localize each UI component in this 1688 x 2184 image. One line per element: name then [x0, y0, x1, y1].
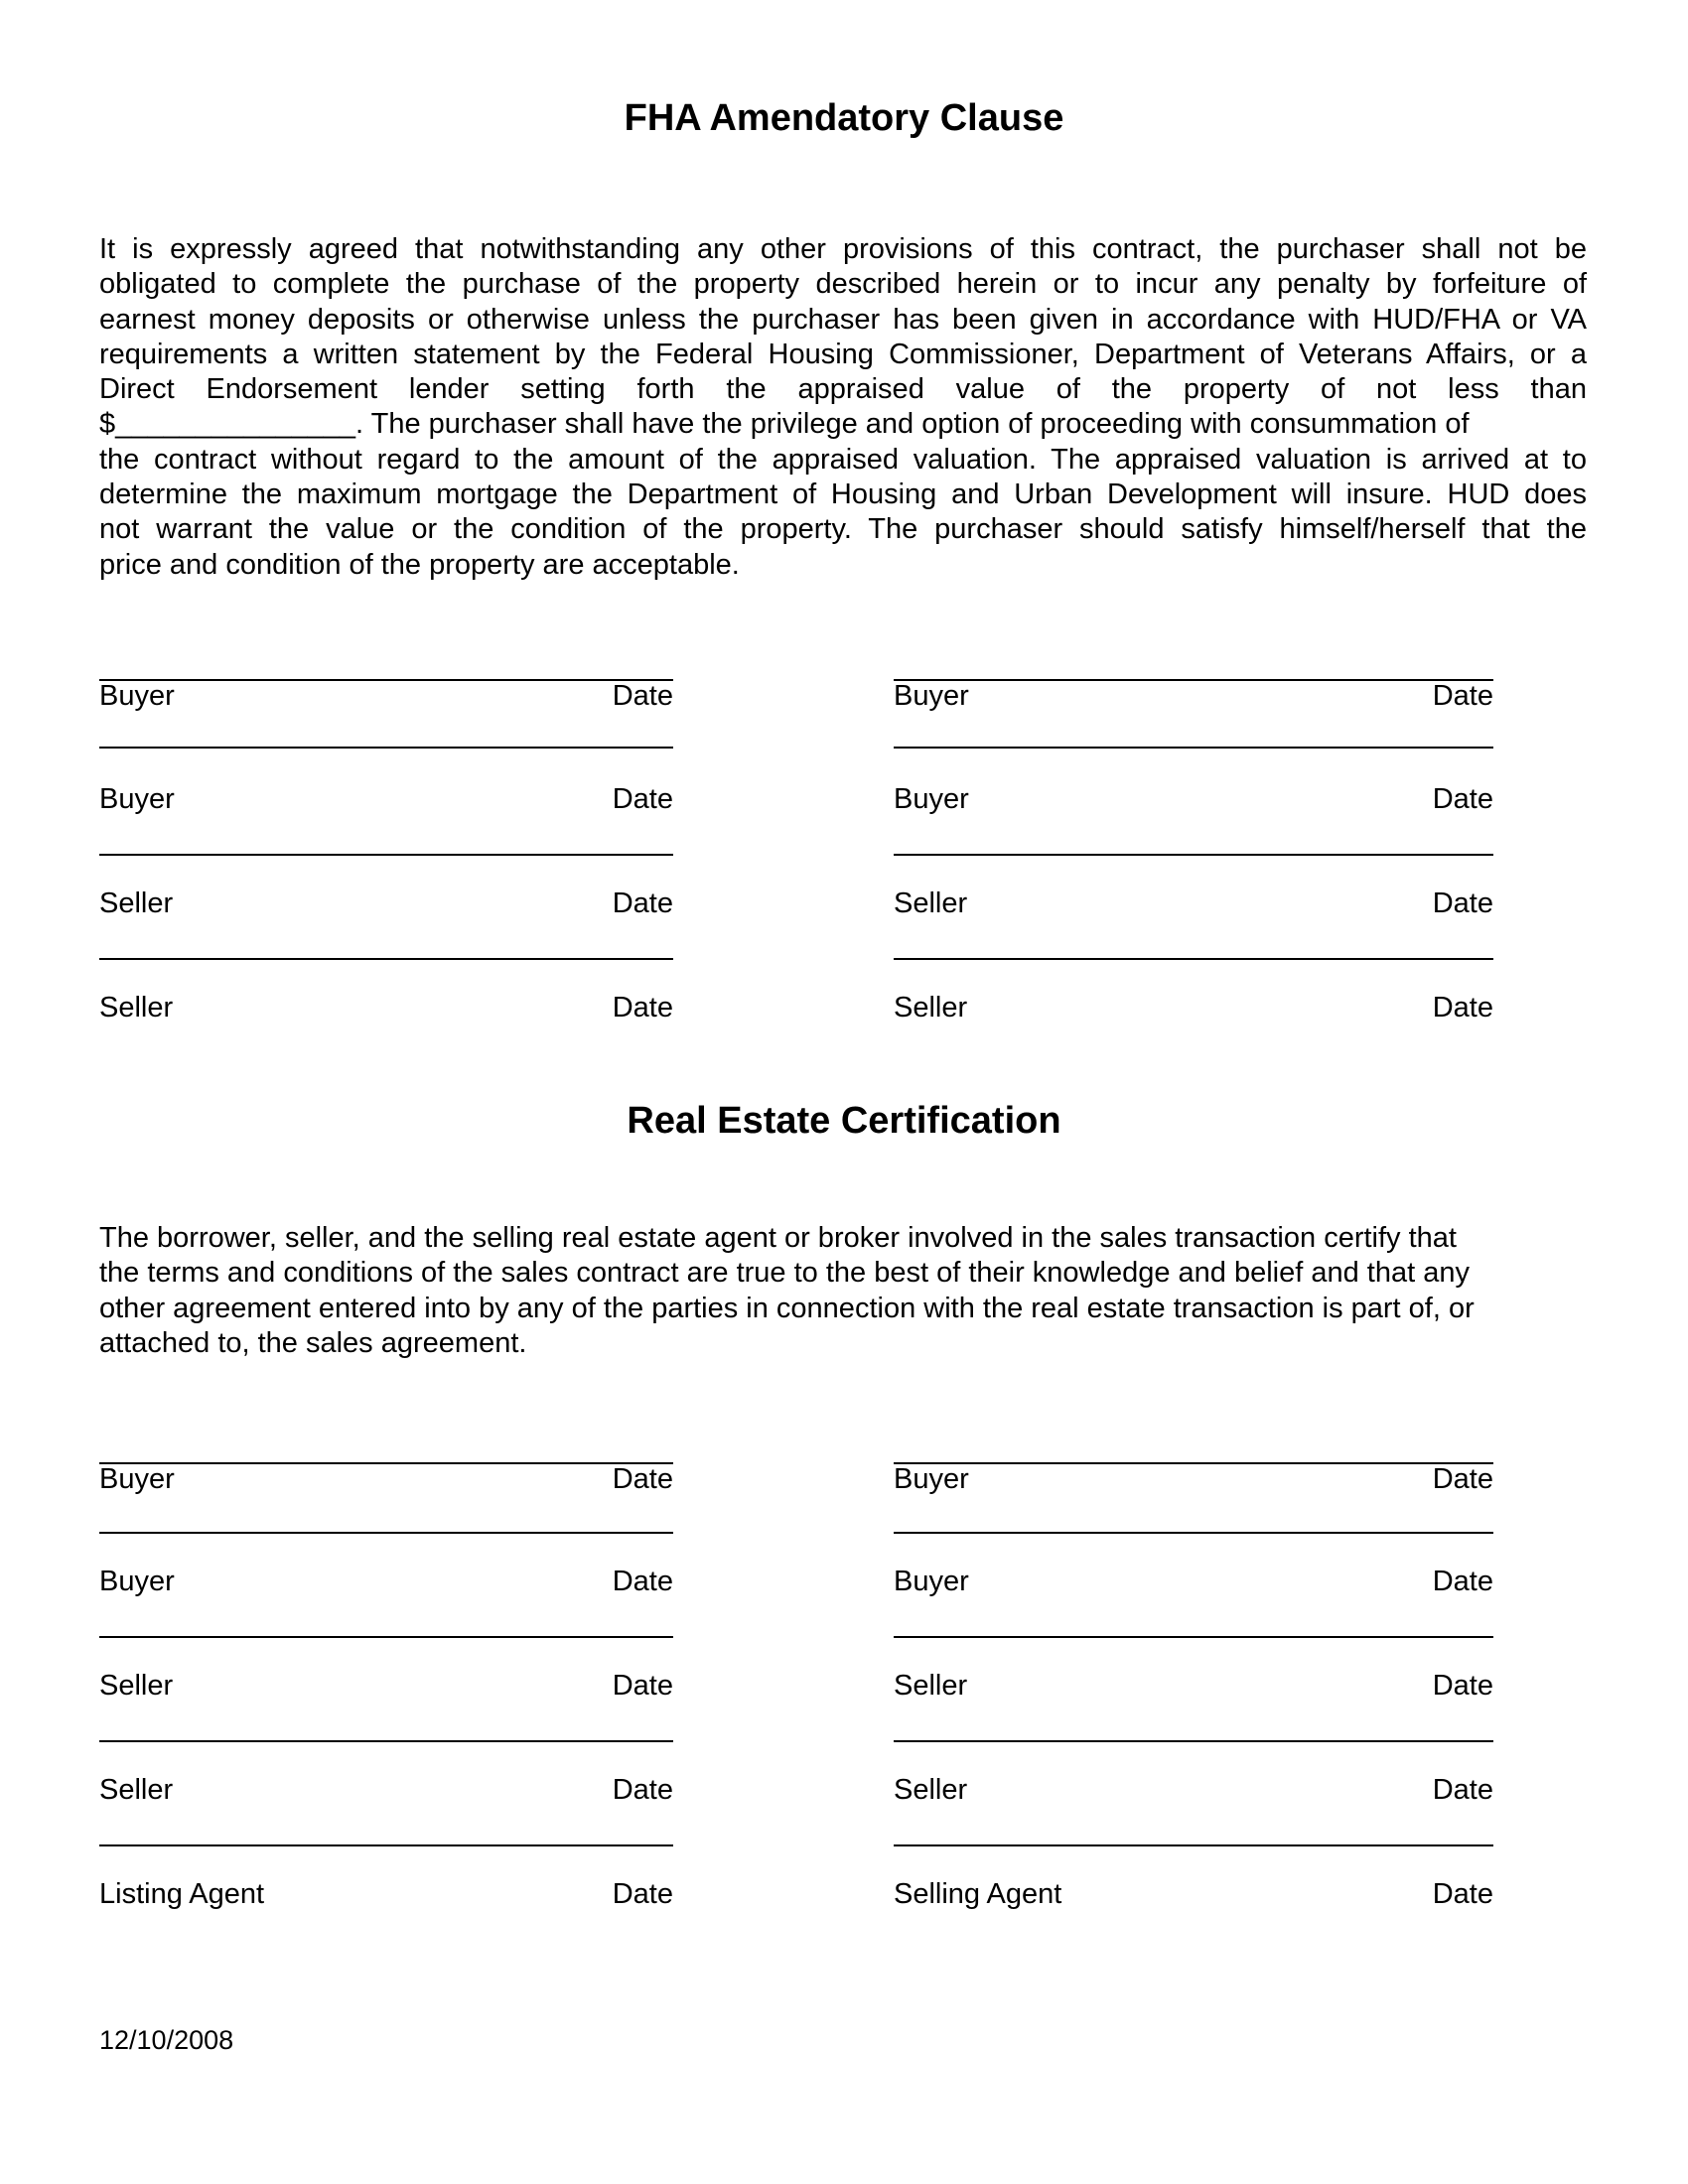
selling-agent-label: Selling Agent — [894, 1878, 1062, 1910]
signature-date-label: Date — [612, 1566, 673, 1597]
signature-date-label: Date — [612, 1670, 673, 1702]
signature-role-label: Buyer — [99, 1566, 175, 1597]
signature-date-label: Date — [612, 887, 673, 919]
paragraph-line: Direct Endorsement lender setting forth the appraised value of the property of not less than — [99, 373, 1587, 406]
fha-clause-paragraph — [99, 232, 1587, 583]
signature-line[interactable] — [894, 854, 1493, 919]
certification-paragraph — [99, 1221, 1587, 1361]
paragraph-line: It is expressly agreed that notwithstanding any other provisions of this contract, the purchaser shall not be — [99, 233, 1587, 265]
signature-line[interactable] — [894, 1636, 1493, 1702]
paragraph-line: other agreement entered into by any of the parties in connection with the real estate transaction is part of, or — [99, 1292, 1475, 1324]
signature-role-label: Seller — [99, 887, 174, 919]
signature-line[interactable] — [99, 958, 673, 1024]
signature-date-label: Date — [1432, 1566, 1493, 1597]
signature-role-label: Buyer — [99, 680, 175, 712]
signature-line[interactable] — [894, 784, 1493, 814]
signature-line[interactable] — [99, 1636, 673, 1702]
paragraph-line: determine the maximum mortgage the Department of Housing and Urban Development will insure. HUD does — [99, 478, 1587, 511]
paragraph-line: attached to, the sales agreement. — [99, 1326, 527, 1359]
paragraph-line: obligated to complete the purchase of the property described herein or to incur any penalty by forfeiture of — [99, 268, 1587, 301]
signature-line[interactable] — [99, 1740, 673, 1806]
signature-line[interactable] — [894, 749, 1493, 778]
appraised-value-blank-line: $_______________. The purchaser shall have the privilege and option of proceeding with consummation of — [99, 408, 1470, 441]
signature-role-label: Buyer — [894, 1566, 969, 1597]
signature-date-label: Date — [1432, 1670, 1493, 1702]
signature-date-label: Date — [1432, 992, 1493, 1024]
signature-date-label: Date — [1432, 1774, 1493, 1806]
signature-date-label: Date — [612, 680, 673, 712]
signature-role-label: Seller — [894, 992, 968, 1024]
signature-line[interactable] — [894, 1532, 1493, 1597]
signature-date-label: Date — [1432, 887, 1493, 919]
signature-date-label: Date — [1432, 783, 1493, 815]
paragraph-line: price and condition of the property are acceptable. — [99, 548, 740, 581]
paragraph-line: not warrant the value or the condition of the property. The purchaser should satisfy himself/herself that the — [99, 513, 1587, 546]
signature-date-label: Date — [1432, 680, 1493, 712]
signature-role-label: Seller — [99, 1670, 174, 1702]
signature-role-label: Seller — [894, 887, 968, 919]
paragraph-line: the contract without regard to the amount of the appraised valuation. The appraised valuation is arrived at to — [99, 443, 1587, 476]
signature-role-label: Seller — [99, 1774, 174, 1806]
signature-date-label: Date — [612, 992, 673, 1024]
signature-role-label: Seller — [99, 992, 174, 1024]
signature-role-label: Buyer — [894, 783, 969, 815]
signature-role-label: Seller — [894, 1774, 968, 1806]
signature-date-label: Date — [1432, 1878, 1493, 1910]
footer-date: 12/10/2008 — [99, 2025, 234, 2055]
signature-line[interactable] — [99, 1462, 673, 1494]
signature-role-label: Buyer — [894, 1463, 969, 1495]
signature-date-label: Date — [612, 1463, 673, 1495]
signature-line[interactable] — [99, 679, 673, 711]
signature-line[interactable] — [894, 1844, 1493, 1910]
signature-line[interactable] — [894, 1462, 1493, 1494]
signature-date-label: Date — [612, 1774, 673, 1806]
signature-line[interactable] — [894, 958, 1493, 1024]
signature-rule — [99, 747, 673, 749]
signature-line[interactable] — [99, 854, 673, 919]
signature-date-label: Date — [1432, 1463, 1493, 1495]
signature-role-label: Buyer — [99, 783, 175, 815]
paragraph-line: the terms and conditions of the sales contract are true to the best of their knowledge and belief and that any — [99, 1257, 1470, 1290]
signature-line[interactable] — [99, 1532, 673, 1597]
signature-role-label: Buyer — [894, 680, 969, 712]
signature-date-label: Date — [612, 783, 673, 815]
signature-line[interactable] — [894, 1740, 1493, 1806]
paragraph-line: requirements a written statement by the Federal Housing Commissioner, Department of Veterans Affairs, or a — [99, 338, 1587, 370]
fha-clause-title: FHA Amendatory Clause — [624, 97, 1064, 139]
signature-role-label: Seller — [894, 1670, 968, 1702]
signature-rule — [894, 747, 1493, 749]
paragraph-line: The borrower, seller, and the selling real estate agent or broker involved in the sales transaction certify that — [99, 1222, 1457, 1254]
signature-line[interactable] — [99, 1844, 673, 1910]
listing-agent-label: Listing Agent — [99, 1878, 265, 1910]
signature-role-label: Buyer — [99, 1463, 175, 1495]
real-estate-certification-title: Real Estate Certification — [627, 1100, 1061, 1142]
signature-line[interactable] — [99, 749, 673, 778]
signature-line[interactable] — [894, 679, 1493, 711]
signature-date-label: Date — [612, 1878, 673, 1910]
paragraph-line: earnest money deposits or otherwise unless the purchaser has been given in accordance with HUD/FHA or VA — [99, 303, 1587, 336]
signature-line[interactable] — [99, 784, 673, 814]
